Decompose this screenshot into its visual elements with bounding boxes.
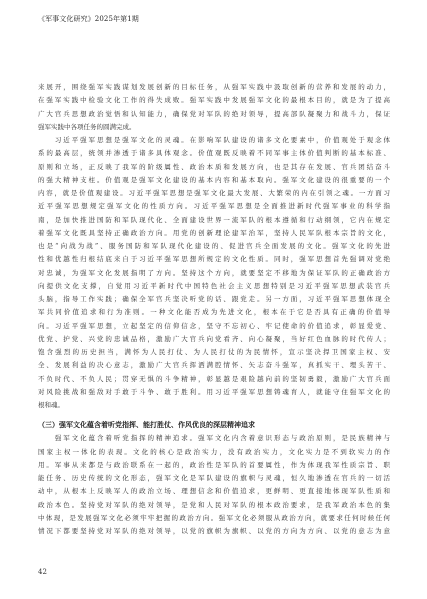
text-line: 广大官兵思想政治觉悟和认知能力，确保党对军队的绝对领导，提高部队凝聚力和战斗力，保证: [38, 109, 390, 118]
paragraph-1: [38, 81, 390, 134]
text-line: 内容，就是价值观建设。习近平强军思想是强军文化最大发展、大繁荣的内在引领之魂。一方面习: [38, 189, 390, 197]
text-line: 向提供文化支撑，自觉用习近平新时代中国特色社会主义思想特别是习近平强军思想武装官兵: [38, 281, 390, 290]
text-line: 原则和立场，正反映了我军的阶级属性、政治本质和发展方向，也是其存在发展、官兵团结奋斗: [38, 162, 390, 171]
text-line: 根和魂。: [38, 401, 64, 409]
text-line: 向。习近平强军思想，立起坚定的信仰信念，坚守不忘初心、牢记使命的价值追求，彰显爱党、: [38, 321, 390, 330]
text-line: 动中，从根本上反映军人的政治立场、理想信念和价值追求，更鲜明、更直接地体现军队性质和: [38, 487, 390, 496]
text-line: 不负时代、不负人民；贯穿无惧的斗争精神，彰显越是艰险越向前的坚韧勇毅，激励广大官兵面: [38, 374, 390, 383]
text-line: 情况下都要坚持党对军队的绝对领导，以党的旗帜为旗帜、以党的方向为方向、以党的意志为意: [38, 527, 390, 535]
text-line: 强军文化蕴含着听党指挥的精神追求。强军文化内含着意识形态与政治原则，是民族精神与: [38, 434, 390, 443]
text-line: 着强军文化既具坚持正确政治方向。用党的创新理论建军治军，坚持人民军队根本宗旨的文化，: [38, 228, 390, 237]
text-line: 全、发展利益的决心意志，激励广大官兵挥洒满腔情怀、矢志奋斗强军，真抓实干、埋头苦干、: [38, 361, 390, 370]
text-line: 也是“向战为战”、服务国防和军队现代化建设的、促进官兵全面发展的文化。强军文化的先进: [38, 242, 390, 250]
text-line: 军共同价值追求和行为准则。一种文化能否成为先进文化，根本在于它是否具有正确的价值导: [38, 308, 390, 317]
text-line: 来展开，围绕强军实践谋划发展创新的目标任务，从强军实践中汲取创新的营养和发展的动力，: [38, 83, 390, 91]
text-line: 政治本色。坚持党对军队的绝对领导，是党和人民对军队的根本政治要求，是我军政治本色的集: [38, 500, 390, 509]
text-line: 国家主权一体化的表现。文化的核心是政治实力，没有政治实力，文化实力是不到软实力的作: [38, 447, 390, 456]
text-line: 近平强军思想规定强军文化的性质方向。习近平强军思想是全面推进新时代强军事业的科学指: [38, 202, 390, 211]
text-line: 饱含强烈的历史担当，满怀为人民打仗、为人民打仗的为民情怀，宣示坚决捍卫国家主权、安: [38, 348, 390, 356]
text-line: 强军实践中各项任务的圆满完成。: [38, 122, 136, 131]
paragraph-3: [38, 432, 390, 538]
running-header: 《军事文化研究》2025年第1期: [38, 15, 139, 23]
text-line: 对风险挑战和强敌对手敢于斗争、敢于胜利。用习近平强军思想铸魂育人，就能守住强军文化的: [38, 387, 390, 396]
text-line: 对忠诚，为强军文化发展指明了方向。坚持这个方向，就要坚定不移地为保证军队的正确政治方: [38, 268, 390, 277]
text-line: 中体现，是发展强军文化必须牢牢把握的政治方向。强军文化必须服从政治方向，就要求任何时候任何: [38, 513, 390, 522]
text-line: 的强大精神支柱。价值观是强军文化建设的基本内容和基本取向。强军文化建设的很重要的一个: [38, 175, 390, 184]
paragraph-2: [38, 134, 390, 412]
text-line: 性和优越性归根结底来自于习近平强军思想所规定的文化性质。同时，强军思想首先强调对党绝: [38, 255, 390, 264]
text-line: 能任务、历史传统的文化形态，强军文化是军队建设的旗帜与灵魂，恒久地渗透在官兵的一切活: [38, 474, 390, 482]
text-line: 用。军事从来都是与政治联系在一起的，政治性是军队的首要属性，作为体现我军性质宗旨、职: [38, 460, 390, 469]
text-line: 习近平强军思想是强军文化的灵魂。在影响军队建设的诸多文化要素中，价值观处于观念体: [38, 136, 390, 144]
text-line: 头脑，指导工作实践；确保全军官兵坚决听党的话、跟党走。另一方面，习近平强军思想体现全: [38, 295, 390, 303]
text-line: 优党、护党、兴党的忠诚品格，激励广大官兵向党看齐、向心凝聚，当好红色血脉的时代传人；: [38, 334, 390, 343]
page-number: 42: [38, 568, 47, 576]
text-line: 系的最高层，统领并渗透于诸多具体观念。价值观既反映着不同军事主体价值判断的基本标准、: [38, 149, 390, 158]
text-line: 在强军实践中检验文化工作的得失成败。强军实践中发展强军文化的最根本目的，就是为了提高: [38, 96, 390, 105]
text-line: 南，是加快推进国防和军队现代化、全面建设世界一流军队的根本遵循和行动纲领，它内在规定: [38, 215, 390, 224]
article-body: [38, 81, 390, 538]
section-heading: （三）强军文化蕴含着听党指挥、能打胜仗、作风优良的深层精神追求: [38, 420, 255, 430]
